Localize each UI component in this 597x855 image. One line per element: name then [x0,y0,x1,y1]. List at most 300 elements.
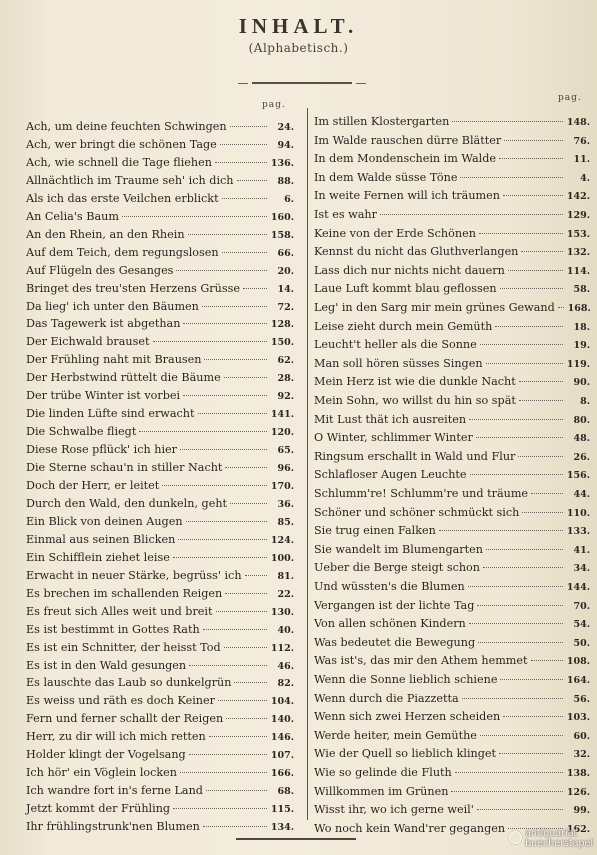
entry-page-number: 96. [277,463,294,475]
index-entry [26,225,294,244]
entry-title: Ein Blick von deinen Augen [26,514,183,528]
dot-leader [189,754,267,755]
index-entry [314,372,590,391]
entry-title: Schöner und schöner schmückt sich [314,505,520,519]
dot-leader [237,180,268,181]
index-entry [26,314,294,333]
entry-title: Ringsum erschallt in Wald und Flur [314,449,516,463]
index-entry [314,447,590,466]
ornamental-rule-top [252,82,352,84]
entry-page-number: 82. [277,678,294,690]
entry-title: Es ist bestimmt in Gottes Rath [26,622,200,636]
index-entry [314,224,590,243]
page-column-label-right: pag. [558,93,582,103]
index-entry [26,117,294,136]
dot-leader [220,144,267,145]
entry-page-number: 20. [277,265,294,277]
entry-title: Der trübe Winter ist vorbei [26,389,181,403]
entry-page-number: 129. [566,210,590,221]
dot-leader [499,753,563,754]
entry-page-number: 50. [573,637,590,649]
index-entry [314,633,590,652]
entry-page-number: 8. [580,396,590,407]
index-entry [314,279,590,298]
index-entry [314,651,590,670]
entry-page-number: 164. [566,675,590,686]
entry-title: Die Schwalbe fliegt [26,425,137,439]
index-entry [26,673,294,692]
index-entry [314,391,590,410]
entry-title: Was ist's, das mir den Athem hemmet [314,654,528,668]
entry-title: Leise zieht durch mein Gemüth [314,319,493,333]
entry-page-number: 26. [573,451,590,463]
entry-title: Von allen schönen Kindern [314,617,466,631]
entry-title: Kennst du nicht das Gluthverlangen [314,245,519,259]
entry-title: Schlumm're! Schlumm're und träume [314,487,529,500]
dot-leader [245,575,267,576]
index-entry [26,332,294,351]
page-title: INHALT. [238,14,359,38]
entry-title: Schlafloser Augen Leuchte [314,468,467,482]
entry-title: In dem Walde süsse Töne [314,170,458,184]
dot-leader [189,665,267,666]
index-entry [26,243,294,262]
index-entry [26,817,294,836]
dot-leader [518,456,563,457]
dot-leader [503,195,563,196]
dot-leader [186,521,267,522]
entry-page-number: 144. [566,582,590,593]
page-column-label-left: pag. [262,100,286,110]
entry-title: Das Tagewerk ist abgethan [26,317,181,331]
entry-page-number: 94. [277,139,294,151]
index-entry [314,744,590,763]
index-entry [314,726,590,745]
entry-title: Ich hör' ein Vöglein locken [26,766,177,780]
index-entry [26,494,294,513]
index-entry [26,476,294,495]
entry-title: Wenn die Sonne lieblich schiene [314,673,498,686]
dot-leader [452,121,563,122]
entry-page-number: 28. [277,373,294,385]
entry-title: In weite Fernen will ich träumen [314,189,500,203]
entry-page-number: 88. [277,175,294,187]
dot-leader [209,736,267,737]
entry-title: Im Walde rauschen dürre Blätter [314,133,502,147]
entry-title: Willkommen im Grünen [314,784,449,798]
entry-title: Wo noch kein Wand'rer gegangen [314,821,506,835]
dot-leader [198,413,267,414]
entry-page-number: 65. [277,445,294,457]
entry-page-number: 107. [270,750,294,762]
dot-leader [503,716,563,717]
entry-page-number: 126. [566,786,590,798]
index-entry [314,558,590,577]
dot-leader [469,419,563,420]
dot-leader [225,467,267,468]
entry-page-number: 36. [277,498,294,510]
entry-page-number: 41. [573,544,590,556]
entry-page-number: 68. [277,786,294,798]
watermark-line-2: buecherstapel [525,838,593,849]
entry-title: Es brechen im schallenden Reigen [26,586,223,600]
dot-leader [122,216,267,217]
entry-page-number: 115. [270,804,294,816]
entry-title: Der Eichwald brauset [26,335,150,349]
entry-page-number: 22. [277,588,294,600]
dot-leader [531,493,563,494]
entry-page-number: 108. [566,656,590,668]
entry-title: Der Herbstwind rüttelt die Bäume [26,371,221,385]
index-entry [26,297,294,316]
entry-page-number: 136. [270,157,294,169]
dot-leader [519,381,563,382]
entry-page-number: 150. [270,337,294,349]
dot-leader [222,252,267,253]
dot-leader [176,270,267,271]
entry-page-number: 40. [277,624,294,636]
entry-page-number: 112. [270,642,294,654]
entry-title: Wisst ihr, wo ich gerne weil' [314,803,474,817]
index-entry [314,242,590,261]
entry-title: Allnächtlich im Traume seh' ich dich [26,173,234,187]
index-entry [314,112,590,131]
index-entry [314,298,590,317]
entry-page-number: 103. [566,712,590,724]
dot-leader [500,679,563,680]
dot-leader [180,772,267,773]
dot-leader [173,557,267,558]
index-entry [314,205,590,224]
index-entry [26,512,294,531]
entry-page-number: 14. [277,283,294,295]
entry-page-number: 128. [270,319,294,331]
entry-title: Durch den Wald, den dunkeln, geht [26,496,228,510]
entry-title: Ihr frühlingstrunk'nen Blumen [26,820,200,834]
entry-page-number: 90. [573,377,590,389]
entry-title: Vergangen ist der lichte Tag [314,598,475,612]
entry-page-number: 124. [270,534,294,546]
entry-title: Was bedeutet die Bewegung [314,635,476,649]
entry-page-number: 142. [566,191,590,203]
dot-leader [183,323,267,324]
entry-page-number: 148. [566,117,590,128]
entry-page-number: 100. [270,552,294,564]
entry-page-number: 46. [277,660,294,672]
dot-leader [178,539,267,540]
dot-leader [500,288,563,289]
entry-page-number: 58. [573,284,590,296]
entry-title: Keine von der Erde Schönen [314,226,476,240]
index-entry [314,131,590,150]
index-entry [26,530,294,549]
dot-leader [480,735,563,736]
index-entry [26,171,294,190]
index-entry [26,584,294,603]
index-entry [26,386,294,405]
watermark [525,829,593,849]
entry-title: Leucht't heller als die Sonne [314,338,477,352]
index-entry [314,317,590,336]
dot-leader [230,126,267,127]
dot-leader [495,326,563,327]
dot-leader [230,503,267,504]
entry-title: Jetzt kommt der Frühling [26,802,171,816]
entry-page-number: 54. [573,619,590,631]
index-entry [314,410,590,429]
index-entry [26,656,294,675]
entry-page-number: 170. [270,481,294,492]
entry-title: Es ist ein Schnitter, der heisst Tod [26,640,221,654]
index-entry [26,727,294,746]
dot-leader [508,270,563,271]
dot-leader [499,158,563,159]
entry-title: Sie wandelt im Blumengarten [314,542,483,556]
index-entry [314,186,590,205]
entry-page-number: 62. [277,355,294,367]
entry-page-number: 166. [270,768,294,780]
dot-leader [206,790,267,791]
entry-title: Mit Lust thät ich ausreiten [314,412,467,426]
entry-title: Wie so gelinde die Fluth [314,766,452,779]
dot-leader [451,791,563,792]
entry-page-number: 92. [277,391,294,403]
dot-leader [477,605,563,606]
dot-leader [478,642,563,643]
index-entry [314,596,590,615]
dot-leader [202,306,267,307]
index-entry [26,207,294,226]
entry-page-number: 11. [573,154,590,166]
dot-leader [455,772,563,773]
entry-page-number: 119. [566,358,590,370]
dot-leader [477,809,563,810]
entry-page-number: 34. [573,563,590,575]
entry-page-number: 85. [277,516,294,528]
index-entry [314,354,590,373]
index-entry [26,153,294,172]
page-subtitle: (Alphabetisch.) [248,41,349,55]
dot-leader [203,629,267,630]
entry-page-number: 99. [573,805,590,817]
entry-title: Es weiss und räth es doch Keiner [26,694,215,708]
index-entry [314,521,590,540]
index-entry [314,335,590,354]
entry-page-number: 156. [566,470,590,482]
index-entry [314,763,590,782]
entry-page-number: 132. [566,247,590,259]
entry-page-number: 120. [270,427,294,439]
index-entry [314,465,590,484]
entry-title: Wenn durch die Piazzetta [314,691,459,705]
entry-title: Bringet des treu'sten Herzens Grüsse [26,281,240,295]
entry-page-number: 60. [573,730,590,742]
entry-page-number: 80. [573,414,590,426]
entry-title: Ein Schifflein ziehet leise [26,550,170,564]
index-entry [26,189,294,208]
dot-leader [188,234,267,235]
entry-title: Als ich das erste Veilchen erblickt [26,191,219,205]
entry-title: Fern und ferner schallt der Reigen [26,712,224,726]
entry-page-number: 32. [573,749,590,761]
entry-title: In dem Mondenschein im Walde [314,152,496,166]
index-entry [26,638,294,657]
entry-title: An den Rhein, an den Rhein [26,227,185,241]
index-entry [314,168,590,187]
index-entry [26,709,294,728]
dot-leader [216,611,268,612]
index-entry [314,484,590,503]
entry-page-number: 153. [566,228,590,240]
index-entry [26,261,294,280]
index-entry [26,404,294,423]
entry-title: Im stillen Klostergarten [314,115,450,128]
entry-page-number: 4. [580,172,590,184]
entry-title: Ist es wahr [314,208,377,221]
entry-title: Wie der Quell so lieblich klinget [314,747,497,761]
entry-page-number: 158. [270,229,294,241]
entry-page-number: 114. [566,265,590,277]
entry-title: Ach, wie schnell die Tage fliehen [26,155,212,169]
entry-title: Erwacht in neuer Stärke, begrüss' ich [26,568,242,582]
dot-leader [224,377,267,378]
index-entry [26,135,294,154]
entry-page-number: 110. [566,507,590,519]
index-entry [26,279,294,298]
copyright-icon [509,831,522,844]
entry-page-number: 133. [566,526,590,538]
index-entry [26,620,294,639]
index-entry [314,428,590,447]
entry-title: Einmal aus seinen Blicken [26,532,176,546]
dot-leader [243,288,267,289]
entry-title: Die Sterne schau'n in stiller Nacht [26,461,223,475]
index-entry [26,781,294,800]
dot-leader [486,549,563,550]
index-entry [314,707,590,726]
ornamental-rule-bottom [236,838,356,840]
index-entry [314,540,590,559]
dot-leader [218,700,267,701]
dot-leader [215,162,267,163]
column-divider [307,108,308,820]
dot-leader [483,567,563,568]
entry-title: Doch der Herr, er leitet [26,479,160,492]
index-entry [26,602,294,621]
entry-title: Mein Herz ist wie die dunkle Nacht [314,375,516,389]
dot-leader [173,808,267,809]
entry-page-number: 130. [270,606,294,618]
entry-page-number: 70. [573,600,590,612]
dot-leader [225,593,267,594]
dot-leader [531,660,563,661]
entry-title: O Winter, schlimmer Winter [314,431,473,445]
dot-leader [204,359,267,360]
entry-title: Ueber die Berge steigt schon [314,561,480,575]
entry-title: Wenn sich zwei Herzen scheiden [314,710,501,724]
dot-leader [470,474,563,475]
entry-title: Leg' in den Sarg mir mein grünes Gewand [314,301,555,314]
entry-page-number: 44. [573,489,590,500]
entry-page-number: 104. [270,696,294,708]
index-entry [26,368,294,387]
entry-page-number: 146. [270,732,294,744]
entry-title: Ach, wer bringt die schönen Tage [26,137,217,151]
entry-title: Auf dem Teich, dem regungslosen [26,245,219,259]
entry-title: Da lieg' ich unter den Bäumen [26,299,199,313]
dot-leader [224,647,267,648]
index-entry [314,261,590,280]
entry-page-number: 81. [277,570,294,582]
index-entry [26,458,294,477]
entry-title: Werde heiter, mein Gemüthe [314,728,477,742]
index-entry [26,422,294,441]
entry-page-number: 138. [566,768,590,779]
entry-page-number: 66. [277,247,294,259]
entry-page-number: 160. [270,211,294,223]
index-entry [26,548,294,567]
entry-title: Ach, um deine feuchten Schwingen [26,120,227,133]
index-entry [26,566,294,585]
dot-leader [222,198,267,199]
entry-page-number: 76. [573,135,590,147]
entry-title: Ich wandre fort in's ferne Land [26,784,203,798]
entry-title: Laue Luft kommt blau geflossen [314,282,497,296]
dot-leader [479,233,563,234]
entry-title: Sie trug einen Falken [314,524,436,538]
index-entry [26,440,294,459]
watermark-line-1: antiquariat [525,828,578,839]
index-entry [26,763,294,782]
entry-title: Auf Flügeln des Gesanges [26,263,174,277]
dot-leader [462,698,563,699]
entry-title: Man soll hören süsses Singen [314,356,483,370]
entry-title: Und wüssten's die Blumen [314,580,465,593]
entry-title: Lass dich nur nichts nicht dauern [314,263,505,277]
index-entry [26,350,294,369]
entry-page-number: 141. [270,409,294,421]
entry-page-number: 72. [277,301,294,313]
dot-leader [504,140,563,141]
index-entry [26,691,294,710]
dot-leader [180,449,267,450]
dot-leader [522,512,563,513]
entry-page-number: 24. [277,122,294,133]
index-entry [314,614,590,633]
dot-leader [380,214,563,215]
dot-leader [469,623,563,624]
entry-title: Diese Rose pflück' ich hier [26,443,178,457]
entry-page-number: 140. [270,714,294,726]
entry-page-number: 6. [284,193,294,205]
entry-page-number: 19. [573,340,590,352]
dot-leader [460,177,563,178]
dot-leader [203,826,267,827]
dot-leader [226,718,267,719]
entry-title: An Celia's Baum [26,209,119,223]
dot-leader [480,344,563,345]
dot-leader [558,307,564,308]
index-entry [314,689,590,708]
entry-page-number: 56. [573,693,590,705]
entry-title: Es freut sich Alles weit und breit [26,604,213,618]
entry-title: Die linden Lüfte sind erwacht [26,407,195,421]
entry-title: Mein Sohn, wo willst du hin so spät [314,394,516,407]
entry-title: Der Frühling naht mit Brausen [26,353,202,367]
index-entry [314,503,590,522]
dot-leader [521,251,563,252]
dot-leader [519,400,563,401]
